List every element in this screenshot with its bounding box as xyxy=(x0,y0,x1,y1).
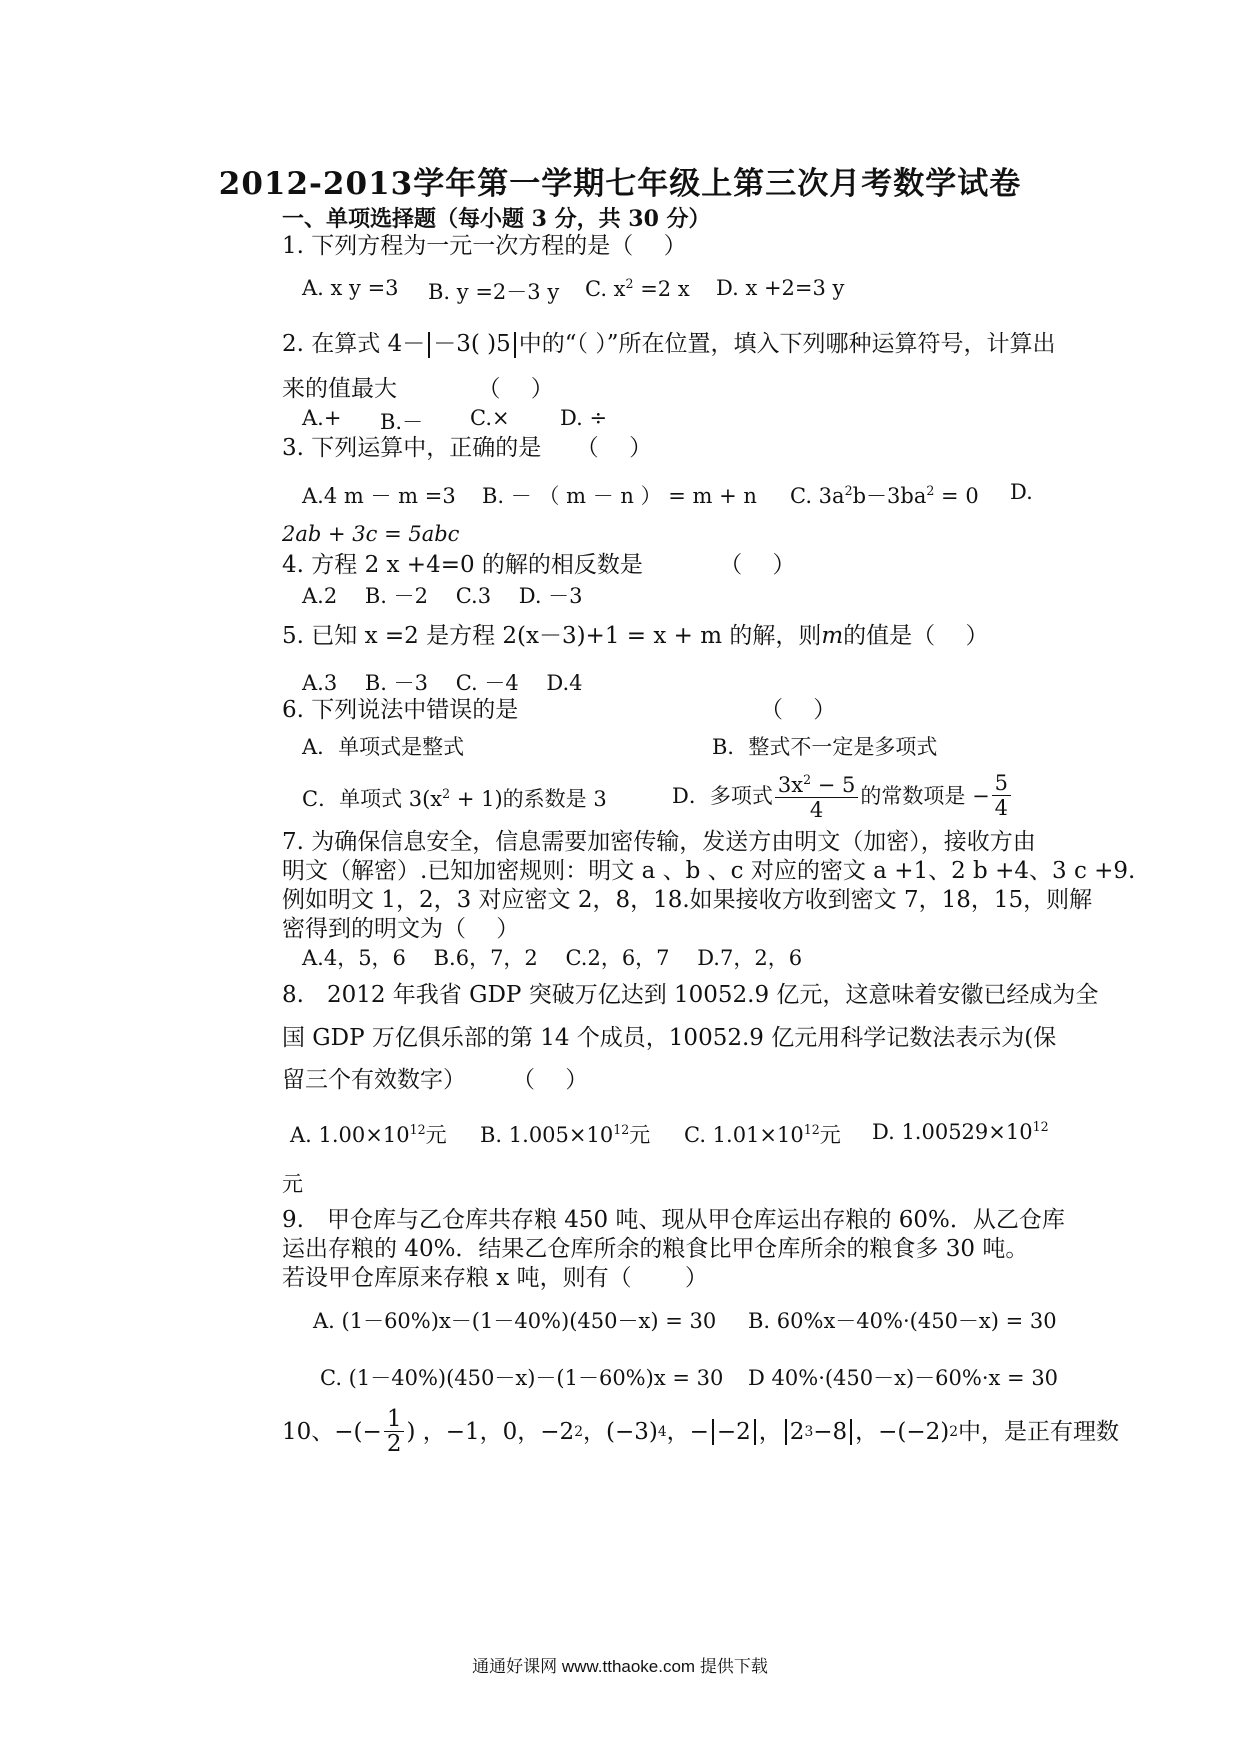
q7-options: A.4，5，6 B.6，7，2 C.2，6，7 D.7，2，6 xyxy=(302,946,803,970)
q1-option-c: C. $x^2 =2$ x xyxy=(585,276,690,301)
exam-title: 2012-2013学年第一学期七年级上第三次月考数学试卷 xyxy=(218,166,1022,202)
q6-option-a: A．单项式是整式 xyxy=(302,735,465,759)
q5-options: A.3 B. －3 C. －4 D.4 xyxy=(302,671,583,695)
q3-option-b: B. － （ m － n ） = m + n xyxy=(482,484,757,508)
question-7-line3: 例如明文 1，2，3 对应密文 2，8，18.如果接收方收到密文 7，18，15，则解 xyxy=(282,887,1093,913)
question-9-line3: 若设甲仓库原来存粮 x 吨，则有（ ） xyxy=(282,1265,708,1291)
q9-option-c: C. (1－40%)(450－x)－(1－60%)x = 30 xyxy=(320,1366,724,1390)
question-1-stem: 1. 下列方程为一元一次方程的是（ ） xyxy=(282,233,687,259)
question-5-stem: 5. 已知 x =2 是方程 2(x－3)+1 = x + m 的解，则m的值是（ ） xyxy=(282,623,989,649)
q8-option-c: C. $1.01\times 10^{12}$元 xyxy=(684,1122,841,1147)
q3-option-c: C. $3a^2b-3ba^2 = 0$ xyxy=(790,483,979,508)
q6-option-d: D．多项式 $3x^2 - 5$ 4 的常数项是 − $\frac{5}{4}$ xyxy=(672,768,1013,822)
q9-option-b: B. 60%x－40%·(450－x) = 30 xyxy=(748,1309,1057,1333)
q2-option-b: B.－ xyxy=(380,410,424,434)
q8-option-d-unit: 元 xyxy=(282,1172,303,1196)
question-8-line2: 国 GDP 万亿俱乐部的第 14 个成员，10052.9 亿元用科学记数法表示为(保 xyxy=(282,1025,1057,1051)
q8-option-d: D. $1.00529\times 10^{12}$ xyxy=(872,1119,1049,1144)
question-6-paren: （ ） xyxy=(760,697,837,723)
footer-source: 通通好课网 www.tthaoke.com 提供下载 xyxy=(472,1657,768,1676)
q1-option-d: D. x +2=3 y xyxy=(716,276,845,300)
q6-option-c: C．单项式 $3(x^2 + 1)$的系数是 3 xyxy=(302,786,607,811)
question-8-line1: 8. 2012 年我省 GDP 突破万亿达到 10052.9 亿元，这意味着安徽已经成为全 xyxy=(282,982,1099,1008)
question-2-line2: 来的值最大 （ ） xyxy=(282,376,554,402)
section-heading: 一、单项选择题（每小题 3 分，共 30 分） xyxy=(282,206,711,232)
q9-option-a: A. (1－60%)x－(1－40%)(450－x) = 30 xyxy=(313,1309,717,1333)
question-6-stem: 6. 下列说法中错误的是 xyxy=(282,697,519,723)
q3-option-a: A.4 m － m =3 xyxy=(302,484,456,508)
question-9-line2: 运出存粮的 40%．结果乙仓库所余的粮食比甲仓库所余的粮食多 30 吨。 xyxy=(282,1236,1029,1262)
question-3-stem: 3. 下列运算中，正确的是 （ ） xyxy=(282,435,653,461)
q3-option-d-label: D. xyxy=(1010,480,1033,504)
q1-option-a: A. x y =3 xyxy=(302,276,399,300)
q6-option-b: B．整式不一定是多项式 xyxy=(712,735,938,759)
q3-option-d-expr: 2ab + 3c = 5abc xyxy=(282,522,460,546)
q2-option-c: C.× xyxy=(470,406,510,430)
q2-option-a: A.+ xyxy=(302,406,342,430)
q4-options: A.2 B. －2 C.3 D. －3 xyxy=(302,584,583,608)
q8-option-b: B. $1.005\times 10^{12}$元 xyxy=(480,1122,651,1147)
question-10-stem: 10、 −(− $\frac{1}{2}$ ) ，−1，0，−2 2 ，(−3) 4 ，− −2 ， 2 3 −8 ，−(−2) 2 中，是正有理数 xyxy=(282,1406,1120,1457)
question-8-line3: 留三个有效数字） （ ） xyxy=(282,1067,589,1093)
question-7-line1: 7. 为确保信息安全，信息需要加密传输，发送方由明文（加密），接收方由 xyxy=(282,829,1036,855)
question-7-line2: 明文（解密）.已知加密规则：明文 a 、b 、c 对应的密文 a +1、2 b +4、3 c +9. xyxy=(282,858,1136,884)
question-2-line1: 2. 在算式 4－ －3( )5 中的“（ ）”所在位置，填入下列哪种运算符号，计算出 xyxy=(282,331,1056,357)
q9-option-d: D 40%·(450－x)－60%·x = 30 xyxy=(748,1366,1059,1390)
q2-option-d: D. ÷ xyxy=(560,406,608,430)
question-9-line1: 9. 甲仓库与乙仓库共存粮 450 吨、现从甲仓库运出存粮的 60%．从乙仓库 xyxy=(282,1207,1065,1233)
q8-option-a: A. $1.00\times 10^{12}$元 xyxy=(290,1122,447,1147)
question-4-stem: 4. 方程 2 x +4=0 的解的相反数是 （ ） xyxy=(282,552,796,578)
question-7-line4: 密得到的明文为（ ） xyxy=(282,916,520,942)
q1-option-b: B. y =2－3 y xyxy=(428,280,560,304)
